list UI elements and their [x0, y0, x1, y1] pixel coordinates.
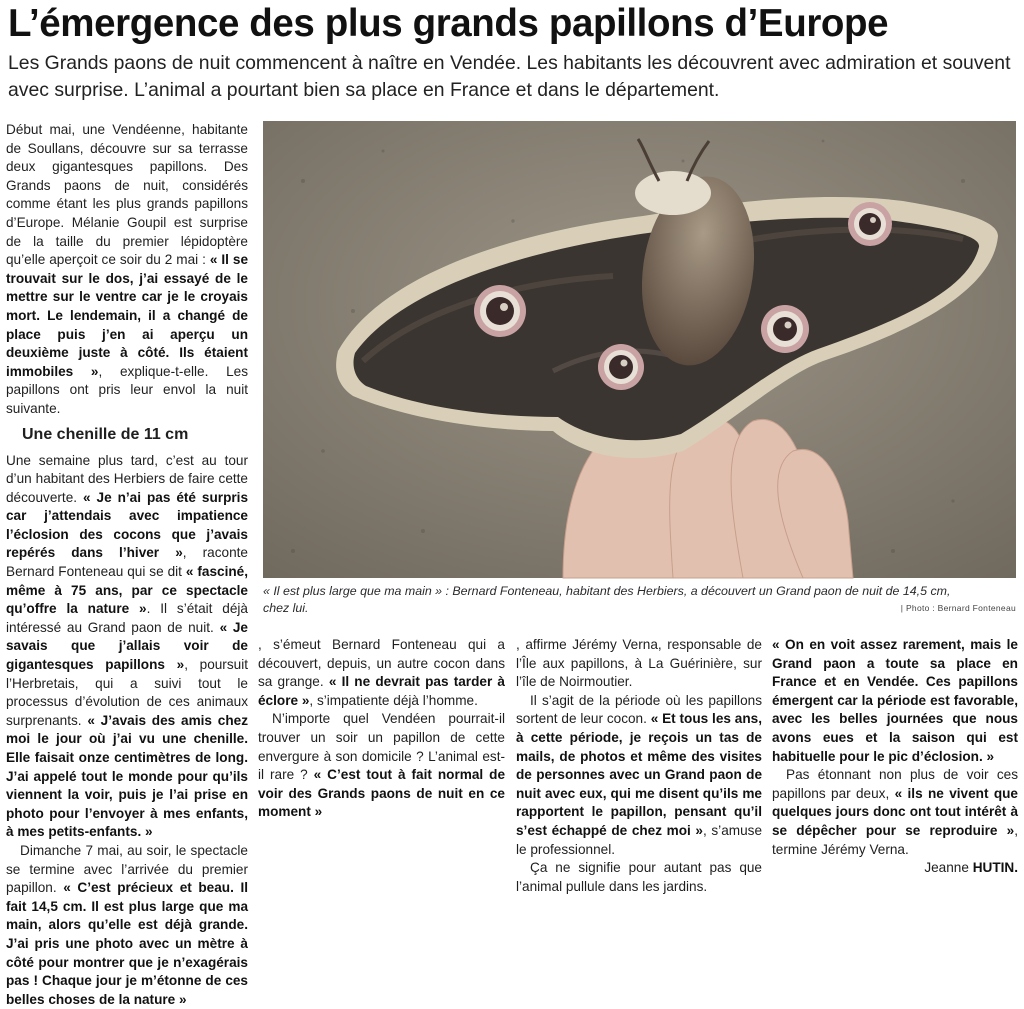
paragraph: Une semaine plus tard, c’est au tour d’un habitant des Herbiers de faire cette découverte. « Je n’ai pas été surpris car j’attendais avec impatience l’éclosion des cocons que j’avais repérés dans l’hiver », raconte Bernard Fonteneau qui se dit « fasciné, même à 75 ans, par ce spectacle qu’offre la nature ». Il s’était déjà intéressé au Grand paon de nuit. « Je savais que j’allais voir de gigantesques papillons », poursuit l’Herbretais, qui a suivi tout le processus d’évolution de ces animaux surprenants. « J’avais des amis chez moi le jour où j’ai vu une chenille. Elle faisait onze centimètres de long. J’ai appelé tout le monde pour qu’ils viennent la voir, puis je l’ai prise en photo pour l’envoyer à mes enfants, à mes petits-enfants. »: [6, 452, 249, 840]
photo-caption: « Il est plus large que ma main » : Bernard Fonteneau, habitant des Herbiers, a découvert un Grand paon de nuit de 14,5 cm, chez lui.: [263, 584, 951, 615]
article-column-4: [772, 636, 1018, 881]
headline: L’émergence des plus grands papillons d’Europe: [8, 2, 889, 45]
article-column-1: [6, 121, 249, 1007]
moth-illustration: [263, 121, 1016, 578]
article-column-2: [258, 636, 505, 881]
paragraph: Pas étonnant non plus de voir ces papillons par deux, « ils ne vivent que quelques jours donc ont tout intérêt à se dépêcher pour se reproduire », termine Jérémy Verna.: [772, 767, 1018, 857]
paragraph: Ça ne signifie pour autant pas que l’animal pullule dans les jardins.: [516, 860, 762, 894]
standfirst: Les Grands paons de nuit commencent à naître en Vendée. Les habitants les découvrent avec admiration et souvent avec surprise. L’animal a pourtant bien sa place en France et dans le département.: [8, 52, 1011, 101]
subheading: Une chenille de 11 cm: [22, 425, 189, 443]
moth-photo: [263, 121, 1016, 578]
paragraph: Il s’agit de la période où les papillons sortent de leur cocon. « Et tous les ans, à cette période, je reçois un tas de mails, de photos et même des visites de personnes avec un Grand paon de nuit avec eux, qui me disent qu’ils me rapportent le papillon, pensant qu’il s’est échappé de chez moi », s’amuse le professionnel.: [516, 692, 763, 857]
byline: Jeanne HUTIN.: [924, 860, 1018, 876]
paragraph: N’importe quel Vendéen pourrait-il trouver un soir un papillon de cette envergure à son domicile ? L’animal est-il rare ? « C’est tout à fait normal de voir des Grands paons de nuit en ce moment »: [258, 711, 505, 820]
paragraph: « On en voit assez rarement, mais le Grand paon a toute sa place en France et en Vendée. Ces papillons émergent car la période est favorable, avec les belles journées que nous avons eues et la saison qui est habituelle pour le pic d’éclosion. »: [772, 637, 1018, 764]
paragraph: Dimanche 7 mai, au soir, le spectacle se termine avec l’arrivée du premier papillon. « C’est précieux et beau. Il fait 14,5 cm. Il est plus large que ma main, alors qu’elle est déjà grande. J’ai pris une photo avec un mètre à côté pour montrer que je n’exagérais pas ! Chaque jour je m’étonne de ces belles choses de la nature »: [6, 842, 249, 1007]
paragraph: , s’émeut Bernard Fonteneau qui a découvert, depuis, un autre cocon dans sa grange. « Il ne devrait pas tarder à éclore », s’impatiente déjà l’homme.: [258, 637, 505, 708]
photo-credit: | Photo : Bernard Fonteneau: [900, 603, 1016, 613]
article-column-3: [516, 636, 763, 894]
paragraph: Début mai, une Vendéenne, habitante de Soullans, découvre sur sa terrasse deux gigantesques papillons. Des Grands paons de nuit, considérés comme étant les plus grands papillons d’Europe. Mélanie Goupil est surprise de la taille du premier lépidoptère qu’elle aperçoit ce soir du 2 mai : « Il se trouvait sur le dos, j’ai essayé de le mettre sur le ventre car je le croyais mort. Le lendemain, il a changé de place puis j’en ai aperçu un deuxième juste à côté. Ils étaient immobiles », explique-t-elle. Les papillons ont pris leur envol la nuit suivante.: [6, 122, 249, 416]
paragraph: , affirme Jérémy Verna, responsable de l’Île aux papillons, à La Guérinière, sur l’île de Noirmoutier.: [516, 637, 762, 690]
